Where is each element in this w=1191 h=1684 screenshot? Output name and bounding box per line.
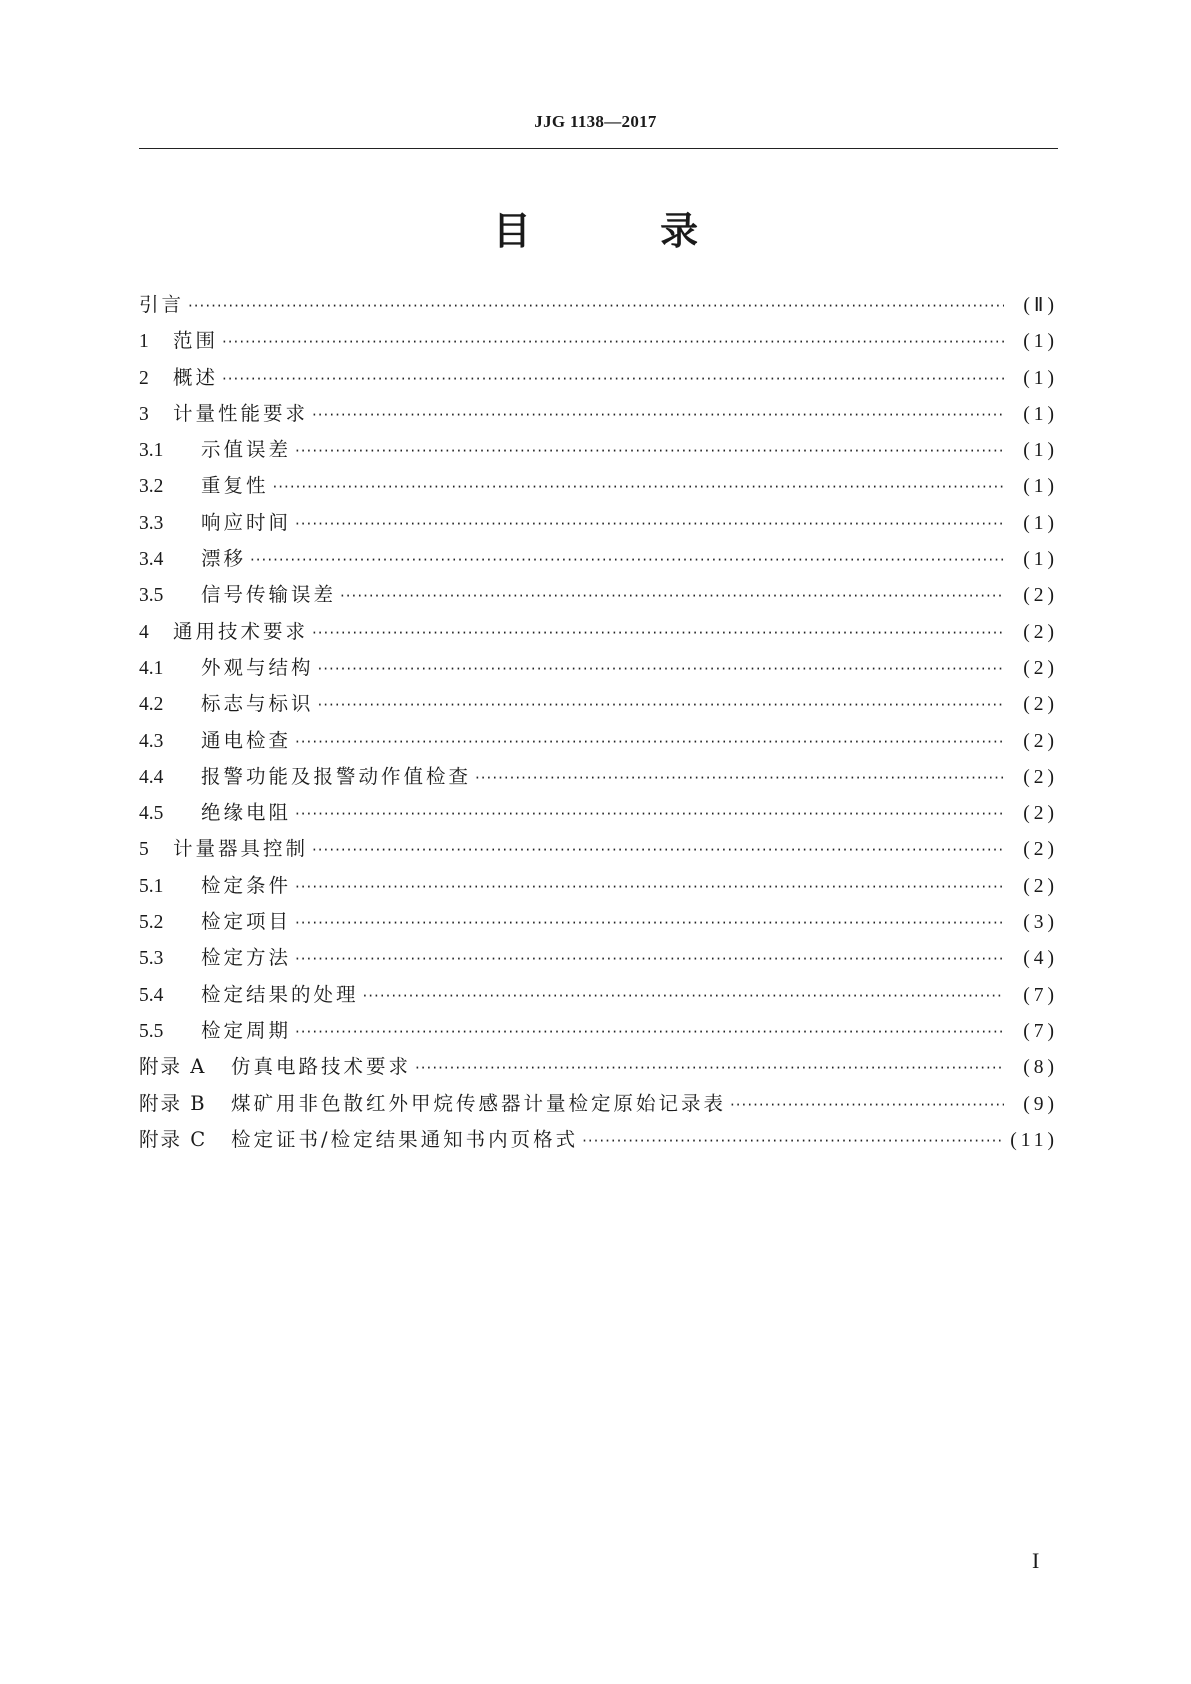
toc-entry-page: (2) <box>1023 766 1058 788</box>
toc-entry[interactable] <box>139 940 1058 976</box>
toc-entry-page: (3) <box>1023 912 1058 934</box>
toc-leader-dots <box>295 940 1004 977</box>
toc-entry-number: 5.4 <box>139 984 164 1006</box>
toc-entry[interactable] <box>139 650 1058 686</box>
toc-entry[interactable] <box>139 1086 1058 1122</box>
page-title: 目 录 <box>492 209 757 253</box>
page-number: I <box>1032 1548 1040 1573</box>
toc-leader-dots <box>273 468 1004 505</box>
toc-entry-label: 概述 <box>173 365 219 389</box>
toc-entry[interactable] <box>139 505 1058 541</box>
toc-entry-page: (1) <box>1023 440 1058 462</box>
toc-entry-number: 3.4 <box>139 549 164 571</box>
toc-entry-label: 绝缘电阻 <box>201 801 292 825</box>
header-rule <box>139 148 1058 149</box>
toc-entry[interactable] <box>139 831 1058 867</box>
toc-entry-label: 计量性能要求 <box>173 401 309 425</box>
toc-entry-label: 检定证书/检定结果通知书内页格式 <box>231 1127 579 1151</box>
toc-entry-label: 示值误差 <box>201 438 292 462</box>
toc-entry-page: (2) <box>1023 621 1058 643</box>
toc-entry-number: 附录 B <box>139 1091 207 1115</box>
toc-entry-label: 检定条件 <box>201 873 292 897</box>
toc-entry-number: 附录 A <box>139 1055 207 1079</box>
toc-entry-label: 检定周期 <box>201 1018 292 1042</box>
toc-leader-dots <box>582 1122 1004 1159</box>
toc-leader-dots <box>415 1049 1004 1086</box>
toc-leader-dots <box>222 323 1004 360</box>
toc-entry-label: 标志与标识 <box>201 692 314 716</box>
toc-leader-dots <box>312 396 1004 433</box>
toc-leader-dots <box>295 723 1004 760</box>
toc-entry-label: 检定项目 <box>201 910 292 934</box>
toc-entry[interactable] <box>139 686 1058 722</box>
toc-entry-page: (8) <box>1023 1057 1058 1079</box>
toc-entry[interactable] <box>139 759 1058 795</box>
toc-leader-dots <box>312 614 1004 651</box>
toc-entry-page: (2) <box>1023 585 1058 607</box>
toc-entry-number: 5 <box>139 839 149 861</box>
toc-leader-dots <box>295 795 1004 832</box>
toc-entry-page: (1) <box>1023 512 1058 534</box>
toc-entry[interactable] <box>139 1049 1058 1085</box>
toc-leader-dots <box>295 505 1004 542</box>
toc-entry-page: (2) <box>1023 803 1058 825</box>
toc-leader-dots <box>295 432 1004 469</box>
toc-entry[interactable] <box>139 1122 1058 1158</box>
toc-entry[interactable] <box>139 323 1058 359</box>
toc-entry[interactable] <box>139 1013 1058 1049</box>
toc-entry-page: (11) <box>1010 1129 1058 1151</box>
toc-entry-label: 信号传输误差 <box>201 583 337 607</box>
toc-entry[interactable] <box>139 723 1058 759</box>
toc-entry-number: 2 <box>139 367 149 389</box>
toc-leader-dots <box>188 287 1004 324</box>
toc-entry-page: (1) <box>1023 549 1058 571</box>
toc-entry-page: (2) <box>1023 730 1058 752</box>
toc-entry-label: 范围 <box>173 329 219 353</box>
toc-leader-dots <box>295 904 1004 941</box>
toc-entry-page: (2) <box>1023 875 1058 897</box>
toc-entry[interactable] <box>139 904 1058 940</box>
toc-entry[interactable] <box>139 614 1058 650</box>
toc-entry-label: 响应时间 <box>201 510 292 534</box>
toc-entry-label: 计量器具控制 <box>173 837 309 861</box>
toc-entry-page: (1) <box>1023 331 1058 353</box>
toc-entry-page: (1) <box>1023 476 1058 498</box>
toc-leader-dots <box>475 759 1004 796</box>
toc-entry-page: (1) <box>1023 403 1058 425</box>
toc-entry-page: (4) <box>1023 948 1058 970</box>
toc-entry[interactable] <box>139 868 1058 904</box>
toc-entry-number: 5.3 <box>139 948 164 970</box>
toc-entry-label: 检定方法 <box>201 946 292 970</box>
standard-code-header: JJG 1138—2017 <box>534 112 657 131</box>
toc-entry-number: 4.1 <box>139 657 164 679</box>
toc-entry-label: 外观与结构 <box>201 655 314 679</box>
toc-entry-number: 1 <box>139 331 149 353</box>
toc-entry-number: 5.1 <box>139 875 164 897</box>
toc-entry-number: 4.5 <box>139 803 164 825</box>
toc-entry-page: (1) <box>1023 367 1058 389</box>
toc-entry[interactable] <box>139 360 1058 396</box>
toc-entry-label: 重复性 <box>201 474 269 498</box>
toc-leader-dots <box>318 686 1004 723</box>
toc-entry-label: 通用技术要求 <box>173 619 309 643</box>
toc-entry[interactable] <box>139 287 1058 323</box>
toc-entry-label: 煤矿用非色散红外甲烷传感器计量检定原始记录表 <box>231 1091 727 1115</box>
toc-entry-number: 3 <box>139 403 149 425</box>
toc-entry-number: 5.2 <box>139 912 164 934</box>
toc-entry-number: 4.3 <box>139 730 164 752</box>
toc-entry[interactable] <box>139 541 1058 577</box>
toc-entry-number: 3.2 <box>139 476 164 498</box>
toc-entry-number: 3.1 <box>139 440 164 462</box>
table-of-contents <box>139 287 1058 1158</box>
toc-entry-page: (7) <box>1023 984 1058 1006</box>
toc-entry-page: (2) <box>1023 839 1058 861</box>
toc-entry-page: (Ⅱ) <box>1023 295 1058 316</box>
toc-leader-dots <box>295 1013 1004 1050</box>
toc-entry-page: (2) <box>1023 657 1058 679</box>
toc-entry-number: 4.2 <box>139 694 164 716</box>
toc-entry-page: (9) <box>1023 1093 1058 1115</box>
toc-entry[interactable] <box>139 577 1058 613</box>
toc-entry[interactable] <box>139 396 1058 432</box>
toc-entry-label: 漂移 <box>201 547 247 571</box>
toc-entry-label: 检定结果的处理 <box>201 982 359 1006</box>
toc-entry-number: 附录 C <box>139 1127 208 1151</box>
toc-leader-dots <box>318 650 1004 687</box>
toc-entry-number: 3.5 <box>139 585 164 607</box>
toc-entry[interactable] <box>139 468 1058 504</box>
toc-entry-label: 引言 <box>139 293 185 316</box>
toc-entry-page: (2) <box>1023 694 1058 716</box>
toc-leader-dots <box>730 1086 1004 1123</box>
toc-entry-number: 4.4 <box>139 766 164 788</box>
toc-leader-dots <box>295 868 1004 905</box>
toc-entry-number: 3.3 <box>139 512 164 534</box>
toc-leader-dots <box>340 577 1004 614</box>
toc-leader-dots <box>312 831 1004 868</box>
toc-entry[interactable] <box>139 977 1058 1013</box>
toc-entry-number: 4 <box>139 621 149 643</box>
toc-entry-label: 报警功能及报警动作值检查 <box>201 764 472 788</box>
toc-leader-dots <box>363 977 1004 1014</box>
toc-entry-label: 仿真电路技术要求 <box>231 1055 412 1079</box>
toc-entry[interactable] <box>139 795 1058 831</box>
toc-leader-dots <box>250 541 1004 578</box>
toc-entry[interactable] <box>139 432 1058 468</box>
toc-entry-page: (7) <box>1023 1020 1058 1042</box>
toc-entry-label: 通电检查 <box>201 728 292 752</box>
toc-leader-dots <box>222 360 1004 397</box>
toc-entry-number: 5.5 <box>139 1020 164 1042</box>
